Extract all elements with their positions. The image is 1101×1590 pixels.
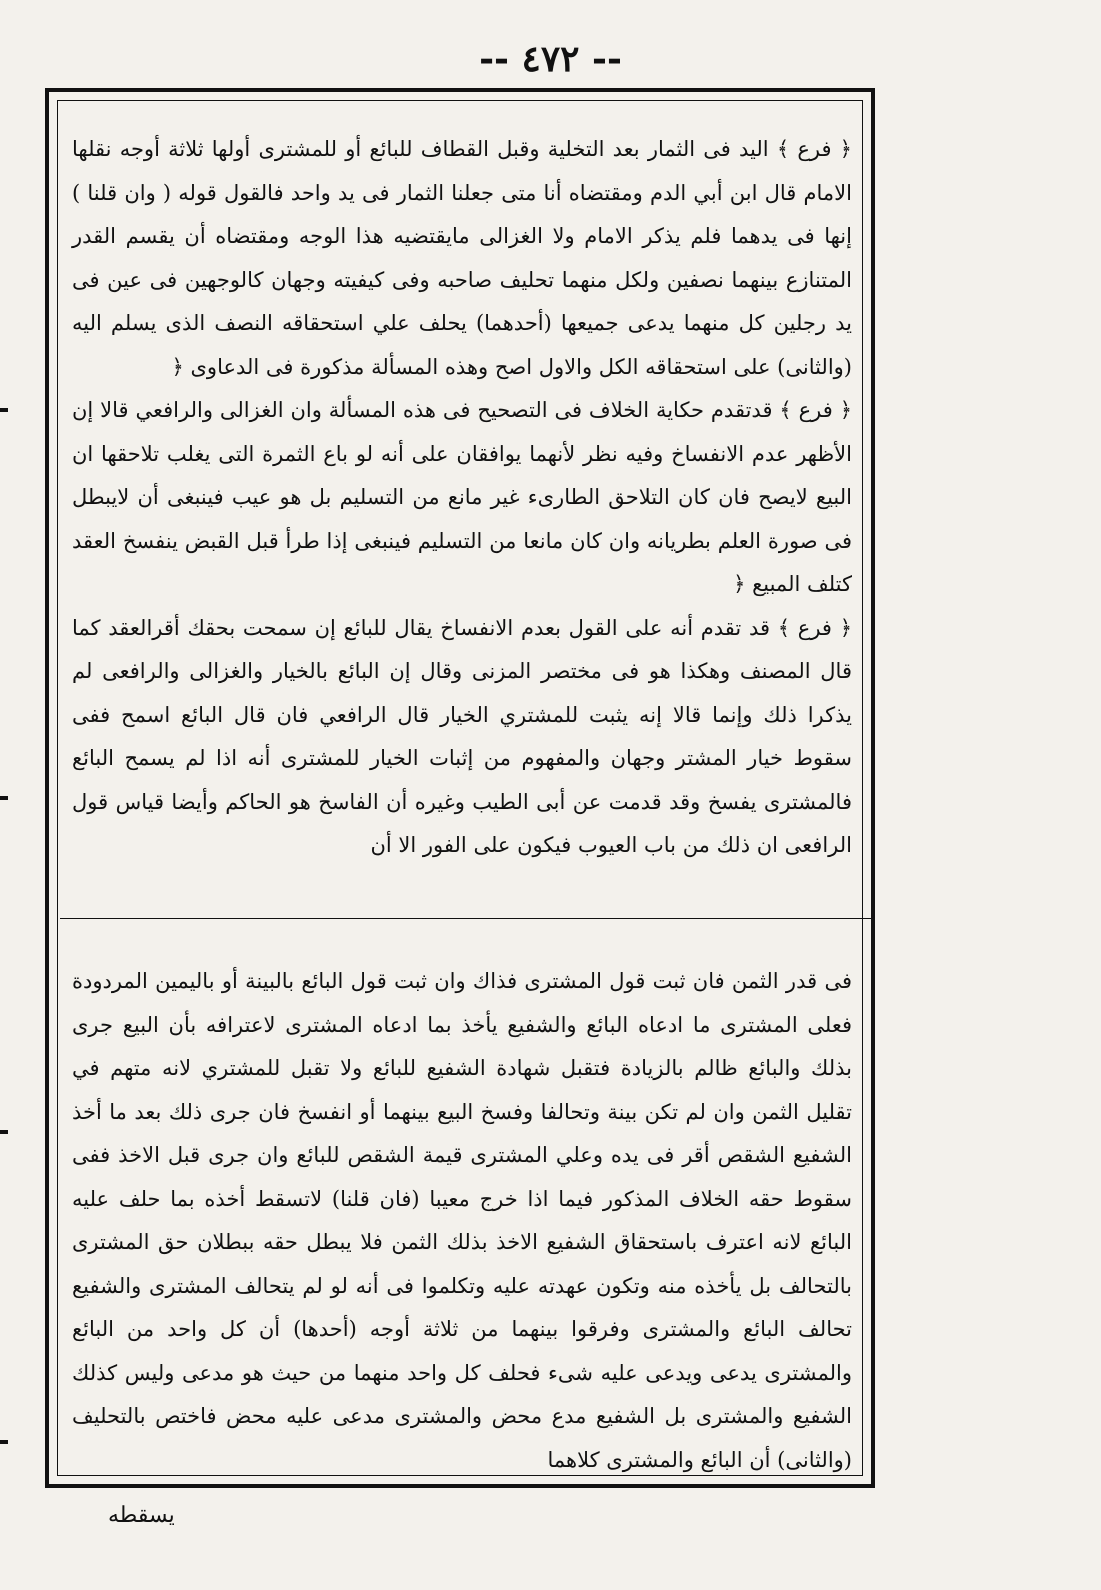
text-separator <box>60 918 872 919</box>
commentary-paragraph-1: فى قدر الثمن فان ثبت قول المشترى فذاك وان ثبت قول البائع بالبينة أو باليمين المردودة فعلى المشترى ما ادعاه البائع والشفيع يأخذ بما ادعاه المشترى لاعترافه بأن البيع جرى بذلك والبائع ظالم بالزيادة فتقبل شهادة الشفيع للبائع ولا تقبل للمشتري لانه متهم في تقليل الثمن وان لم تكن بينة وتحالفا وفسخ البيع بينهما أو انفسخ فان جرى ذلك بعد ما أخذ الشفيع الشقص أقر فى يده وعلي المشترى قيمة الشقص للبائع وان جرى قبل الاخذ ففى سقوط حقه الخلاف المذكور فيما اذا خرج معيبا (فان قلنا) لاتسقط أخذه بما حلف عليه البائع لانه اعترف باستحقاق الشفيع الاخذ بذلك الثمن فلا يبطل حقه ببطلان حق المشترى بالتحالف بل يأخذه منه وتكون عهدته عليه وتكلموا فى أنه لو لم يتحالف المشترى والشفيع تحالف البائع والمشترى وفرقوا بينهما من ثلاثة أوجه (أحدها) أن كل واحد من البائع والمشترى يدعى ويدعى عليه شىء فحلف كل واحد منهما من حيث هو مدعى وليس كذلك الشفيع والمشترى بل الشفيع مدع محض والمشترى مدعى عليه محض فاختص بالتحليف (والثانى) أن البائع والمشترى كلاهما <box>72 969 852 1472</box>
main-paragraph-1: ﴿ فرع ﴾ اليد فى الثمار بعد التخلية وقبل القطاف للبائع أو للمشترى أولها ثلاثة أوجه نقلها الامام قال ابن أبي الدم ومقتضاه أنا متى جعلنا الثمار فى يد واحد فالقول قوله ( وان قلنا ) إنها فى يدهما فلم يذكر الامام ولا الغزالى مايقتضيه هذا الوجه ومقتضاه أن يقسم القدر المتنازع بينهما نصفين ولكل منهما تحليف صاحبه وفى كيفيته وجهان كالوجهين فى عين فى يد رجلين كل منهما يدعى جميعها (أحدهما) يحلف علي استحقاقه النصف الذى يسلم اليه (والثانى) على استحقاقه الكل والاول اصح وهذه المسألة مذكورة فى الدعاوى ﴿ <box>72 137 852 379</box>
commentary-text <box>72 960 852 1482</box>
page-number: -- ٤٧٢ -- <box>479 38 622 80</box>
main-paragraph-2: ﴿ فرع ﴾ قدتقدم حكاية الخلاف فى التصحيح فى هذه المسألة وان الغزالى والرافعي قالا إن الأظهر عدم الانفساخ وفيه نظر لأنهما يوافقان على أنه لو باع الثمرة التى يغلب تلاحقها ان البيع لايصح فان كان التلاحق الطارىء غير مانع من التسليم بل هو عيب فينبغى أن لايبطل فى صورة العلم بطريانه وان كان مانعا من التسليم فينبغى إذا طرأ قبل القبض ينفسخ العقد كتلف المبيع ﴿ <box>72 398 852 596</box>
margin-mark <box>0 408 8 412</box>
margin-mark <box>0 1440 8 1444</box>
main-paragraph-3: ﴿ فرع ﴾ قد تقدم أنه على القول بعدم الانفساخ يقال للبائع إن سمحت بحقك أقرالعقد كما قال المصنف وهكذا هو فى مختصر المزنى وقال إن البائع بالخيار والغزالى والرافعى لم يذكرا ذلك وإنما قالا إنه يثبت للمشتري الخيار قال الرافعي فان قال البائع اسمح ففى سقوط خيار المشتر وجهان والمفهوم من إثبات الخيار للمشترى أنه اذا لم يسمح البائع فالمشترى يفسخ وقد قدمت عن أبى الطيب وغيره أن الفاسخ هو الحاكم وأيضا قياس قول الرافعى ان ذلك من باب العيوب فيكون على الفور الا أن <box>72 615 852 857</box>
catchword: يسقطه <box>108 1503 175 1528</box>
margin-mark <box>0 796 8 800</box>
margin-mark <box>0 1130 8 1134</box>
main-text <box>72 128 852 868</box>
